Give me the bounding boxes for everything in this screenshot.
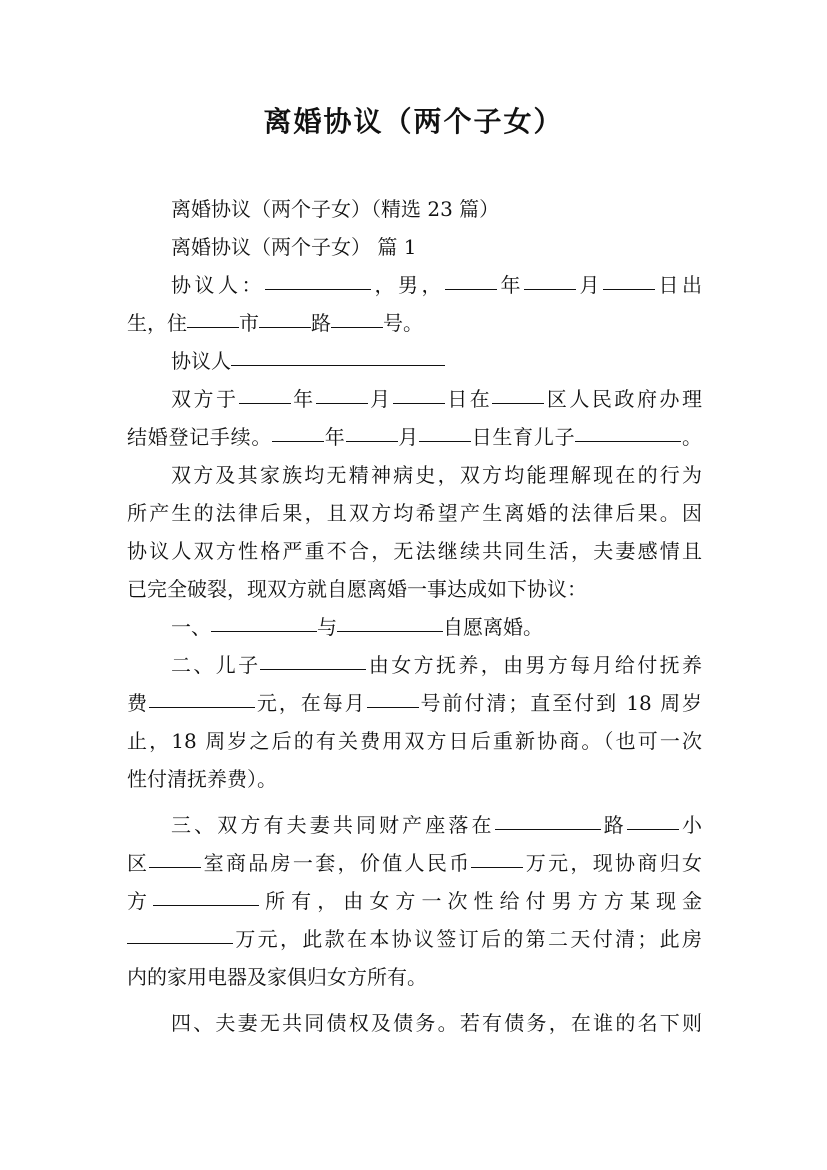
- blank-field[interactable]: [316, 402, 368, 404]
- party-two-line: 协议人: [127, 342, 702, 380]
- blank-field[interactable]: [149, 706, 255, 708]
- blank-field[interactable]: [419, 440, 471, 442]
- blank-field[interactable]: [445, 288, 497, 290]
- subtitle-line: 离婚协议（两个子女）（精选 23 篇）: [171, 197, 500, 221]
- section-heading: 离婚协议（两个子女） 篇 1: [171, 235, 417, 259]
- blank-field[interactable]: [492, 402, 544, 404]
- blank-field[interactable]: [265, 288, 371, 290]
- blank-field[interactable]: [239, 402, 291, 404]
- son-birth-line: 结婚登记手续。 年 月 日生育儿子 。: [127, 425, 702, 449]
- blank-field[interactable]: [149, 866, 201, 868]
- paragraph-line: 已完全破裂，现双方就自愿离婚一事达成如下协议：: [127, 577, 587, 601]
- blank-field[interactable]: [153, 904, 259, 906]
- party-one-address-line: 生，住 市 路 号。: [127, 311, 423, 335]
- blank-field[interactable]: [393, 402, 445, 404]
- paragraph-line: 双方及其家族均无精神病史，双方均能理解现在的行为: [171, 463, 702, 487]
- blank-field[interactable]: [627, 828, 679, 830]
- clause-four-line: 四、夫妻无共同债权及债务。若有债务，在谁的名下则: [171, 1011, 702, 1035]
- clause-three-line: 方 所有，由女方一次性给付男方方某现金: [127, 889, 702, 913]
- blank-field[interactable]: [231, 364, 445, 366]
- clause-three-line: 区 室商品房一套，价值人民币 万元，现协商归女: [127, 851, 702, 875]
- clause-one-line: 一、 与 自愿离婚。: [171, 615, 543, 639]
- blank-field[interactable]: [471, 866, 523, 868]
- blank-field[interactable]: [272, 440, 324, 442]
- blank-field[interactable]: [211, 630, 317, 632]
- blank-field[interactable]: [367, 706, 419, 708]
- clause-two-line: 费 元，在每月 号前付清；直至付到 18 周岁: [127, 691, 702, 715]
- party-one-line: 协议人： ，男， 年 月 日出: [171, 273, 702, 297]
- blank-field[interactable]: [259, 326, 311, 328]
- blank-field[interactable]: [346, 440, 398, 442]
- blank-field[interactable]: [495, 828, 601, 830]
- paragraph-gap: [127, 996, 702, 1004]
- document-title: 离婚协议（两个子女）: [263, 105, 564, 138]
- paragraph-line: 协议人双方性格严重不合，无法继续共同生活，夫妻感情且: [127, 539, 702, 563]
- blank-field[interactable]: [127, 942, 233, 944]
- paragraph-line: 所产生的法律后果，且双方均希望产生离婚的法律后果。因: [127, 501, 702, 525]
- blank-field[interactable]: [603, 288, 655, 290]
- blank-field[interactable]: [331, 326, 383, 328]
- blank-field[interactable]: [524, 288, 576, 290]
- clause-two-line: 二、儿子 由女方抚养，由男方每月给付抚养: [171, 653, 702, 677]
- blank-field[interactable]: [260, 668, 366, 670]
- clause-three-line: 万元，此款在本协议签订后的第二天付清；此房: [127, 920, 702, 958]
- marriage-registration-line: 双方于 年 月 日在 区人民政府办理: [171, 387, 702, 411]
- clause-three-line: 三、双方有夫妻共同财产座落在 路 小: [171, 813, 702, 837]
- clause-two-line: 止，18 周岁之后的有关费用双方日后重新协商。（也可一次: [127, 729, 702, 753]
- clause-two-line: 性付清抚养费）。: [127, 767, 277, 791]
- blank-field[interactable]: [337, 630, 443, 632]
- blank-field[interactable]: [575, 440, 681, 442]
- paragraph-gap: [127, 798, 702, 806]
- document-body: [127, 190, 702, 1042]
- clause-three-line: 内的家用电器及家俱归女方所有。: [127, 965, 427, 989]
- blank-field[interactable]: [187, 326, 239, 328]
